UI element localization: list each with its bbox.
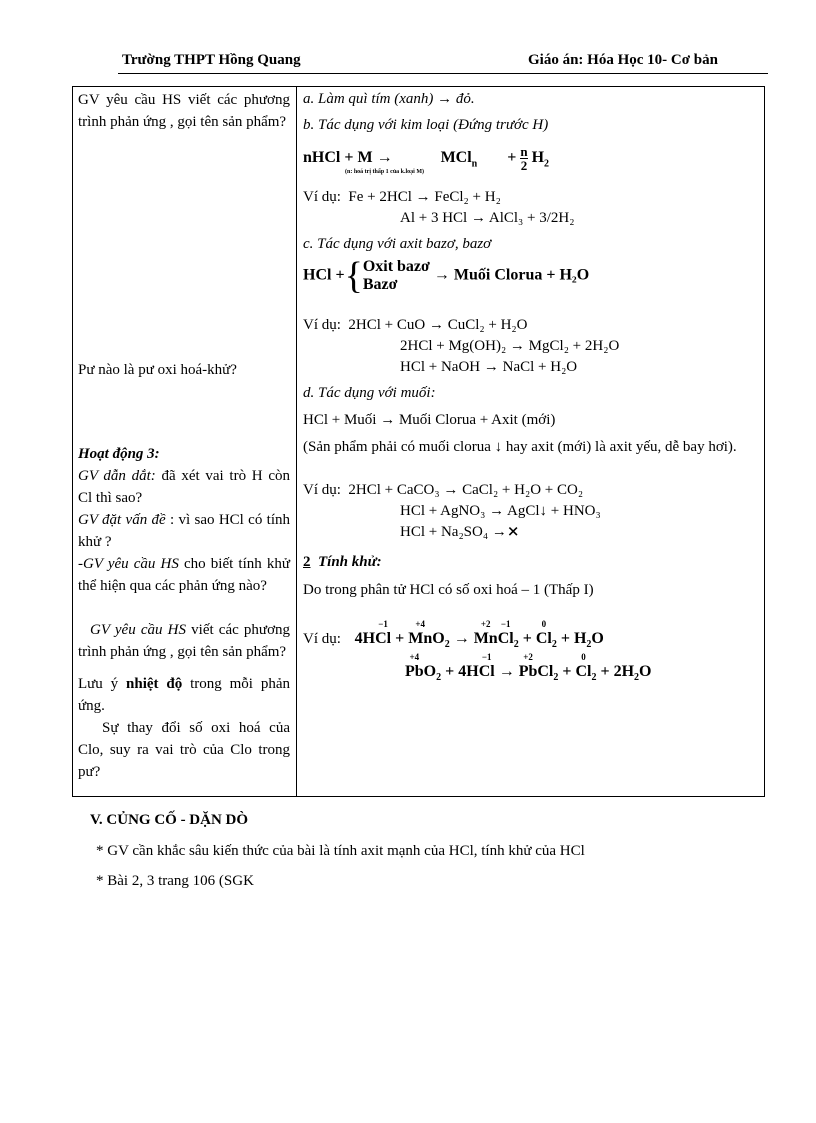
eq1-plus: + — [507, 149, 517, 167]
left-req2 — [78, 619, 290, 663]
note-pre: Lưu ý — [78, 676, 127, 692]
redox2: Pb +4 $O_2 + 4HCl$ −1 → Pb +2 $Cl_2 + Cl$ 0 $_2 + 2H_2O$ — [405, 652, 652, 684]
lead-text: đã xét vai trò H còn Cl thì sao? — [78, 468, 290, 506]
eq1-frac-den: 2 — [520, 158, 528, 173]
req2-label: GV yêu cầu HS — [90, 622, 186, 638]
d-example-1 — [303, 480, 583, 500]
s2-title: Tính khử: — [318, 554, 382, 570]
vd-label: Ví dụ: — [303, 482, 341, 498]
eq1-salt: MCl — [440, 149, 472, 167]
d-ex2: HCl + AgNO₃ → AgCl↓ + HNO₃ — [400, 503, 601, 519]
eq-base-general — [303, 257, 589, 295]
left-p2: Pư nào là pư oxi hoá-khử? — [78, 362, 237, 378]
eq1-fraction — [520, 145, 527, 172]
school-name: Trường THPT Hồng Quang — [122, 52, 301, 68]
section-2-heading — [303, 552, 382, 572]
c-ex1: 2HCl + CuO → CuCl₂ + H₂O — [348, 317, 528, 333]
no-reaction-icon: →⨯ — [491, 524, 520, 540]
prop-c: c. Tác dụng với axit bazơ, bazơ — [303, 236, 492, 252]
prop-b: b. Tác dụng với kim loại (Đứng trước H) — [303, 117, 549, 133]
left-p1: GV yêu cầu HS viết các phương trình phản ứng , gọi tên sản phẩm? — [78, 92, 290, 130]
eq1-salt-sub: n — [471, 158, 478, 170]
column-divider — [296, 87, 297, 796]
prop-a: a. Làm quì tím (xanh) → đỏ. — [303, 91, 475, 107]
c-options — [363, 258, 430, 294]
eq-metal-general: nHCl + M → MCl$_n$ + $\frac{n}{2}$ $H_2$ (n: hoá trị thấp 1 của k.loại M) — [303, 145, 549, 183]
eq1-note: (n: hoá trị thấp 1 của k.loại M) — [345, 169, 425, 175]
footer-line-2: * Bài 2, 3 trang 106 (SGK — [96, 873, 254, 889]
d-ex3: HCl + Na₂SO₄ — [400, 524, 489, 540]
b-example-1 — [303, 187, 501, 207]
c-ex2: 2HCl + Mg(OH)₂ → MgCl₂ + 2H₂O — [400, 338, 620, 354]
header-rule — [118, 73, 768, 74]
question-label: GV đặt vấn đề — [78, 512, 166, 528]
brace-icon: { — [344, 255, 363, 297]
question-text: : vì sao HCl có tính khử ? — [78, 512, 290, 550]
redox1: 4HCl −1 + Mn +4 $O_2 \to Mn$ +2 Cl −1 $_2$ + Cl 0 $_2 + H_2O$ — [354, 619, 604, 651]
d-example-3 — [400, 522, 519, 542]
activity-heading: Hoạt động 3: — [78, 446, 160, 462]
c-example-1 — [303, 315, 527, 335]
b-ex1: Fe + 2HCl → FeCl₂ + H₂ — [348, 189, 501, 205]
prop-d: d. Tác dụng với muối: — [303, 385, 436, 401]
left-question — [78, 509, 290, 553]
eq1-frac-num: n — [520, 144, 528, 159]
redox-example-1 — [303, 619, 604, 651]
left-req1 — [78, 553, 290, 597]
left-lead — [78, 465, 290, 509]
note-post: trong mỗi phản ứng. — [78, 676, 290, 714]
req1-label: -GV yêu cầu HS — [78, 556, 179, 572]
left-last: Sự thay đổi số oxi hoá của Clo, suy ra vai trò của Clo trong pư? — [78, 720, 290, 780]
d-general: HCl + Muối → Muối Clorua + Axit (mới) — [303, 412, 556, 428]
d-note: (Sản phẩm phải có muối clorua ↓ hay axit (mới) là axit yếu, dễ bay hơi). — [303, 439, 737, 455]
vd-label: Ví dụ: — [303, 317, 341, 333]
d-ex1: 2HCl + CaCO₃ → CaCl₂ + H₂O + CO₂ — [348, 482, 584, 498]
vd-label: Ví dụ: — [303, 631, 341, 647]
lesson-table — [72, 86, 765, 797]
lead-label: GV dẫn dắt: — [78, 468, 156, 484]
s2-num: 2 — [303, 554, 311, 570]
req1-text: cho biết tính khử thể hiện qua các phản ứng nào? — [78, 556, 290, 594]
req2-text: viết các phương trình phản ứng , gọi tên sản phẩm? — [78, 622, 290, 660]
note-bold: nhiệt độ — [126, 676, 183, 692]
footer-title: V. CỦNG CỐ - DẶN DÒ — [90, 812, 249, 828]
c-ex3: HCl + NaOH → NaCl + H₂O — [400, 359, 578, 375]
s2-text: Do trong phân tử HCl có số oxi hoá – 1 (Thấp I) — [303, 582, 594, 598]
c-opt2: Bazơ — [362, 276, 398, 293]
c-hcl: HCl + — [303, 266, 345, 284]
c-opt1: Oxit bazơ — [362, 258, 430, 275]
lesson-title: Giáo án: Hóa Học 10- Cơ bản — [528, 52, 718, 68]
vd-label: Ví dụ: — [303, 189, 341, 205]
eq1-left: nHCl + M → — [303, 149, 393, 167]
b-ex2: Al + 3 HCl → AlCl₃ + 3/2H₂ — [400, 210, 575, 226]
eq1-h2: H — [531, 149, 545, 167]
c-result: → Muối Clorua + H₂O — [433, 266, 590, 284]
footer-line-1: * GV cần khắc sâu kiến thức của bài là tính axit mạnh của HCl, tính khử của HCl — [96, 843, 585, 859]
left-note — [78, 673, 290, 717]
